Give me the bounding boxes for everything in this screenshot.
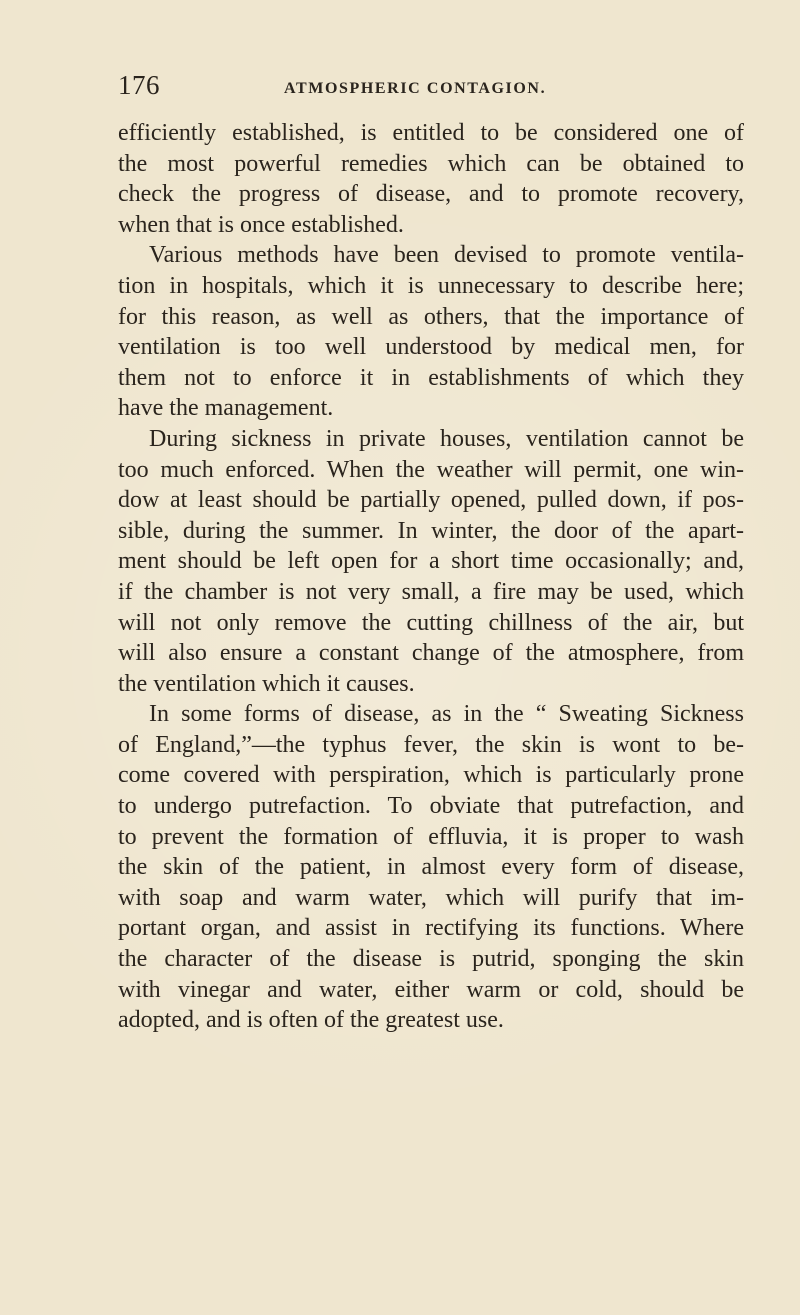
text-line: when that is once established. [118,211,404,238]
text-line: them not to enforce it in establishments of which they [118,364,744,391]
text-line: have the management. [118,395,334,422]
text-line: ventilation is too well understood by medical men, for [118,334,744,361]
text-line: will not only remove the cutting chillness of the air, but [118,609,744,636]
text-line: During sickness in private houses, ventilation cannot be [149,425,744,452]
text-line: for this reason, as well as others, that the importance of [118,303,744,330]
text-line: the character of the disease is putrid, sponging the skin [118,946,744,973]
text-line: to undergo putrefaction. To obviate that putrefaction, and [118,793,744,820]
text-line: if the chamber is not very small, a fire may be used, which [118,578,744,605]
text-line: to prevent the formation of effluvia, it is proper to wash [118,823,744,850]
running-head: ATMOSPHERIC CONTAGION. [284,80,547,97]
text-line: portant organ, and assist in rectifying its functions. Where [118,915,744,942]
text-line: with soap and warm water, which will purify that im- [118,884,744,911]
text-line: ment should be left open for a short time occasionally; and, [118,548,744,575]
text-line: of England,”—the typhus fever, the skin is wont to be- [118,731,744,758]
text-line: come covered with perspiration, which is particularly prone [118,762,744,789]
body-text [118,118,744,1036]
text-line: with vinegar and water, either warm or cold, should be [118,976,744,1003]
text-line: will also ensure a constant change of the atmosphere, from [118,640,744,667]
text-line: adopted, and is often of the greatest use. [118,1007,504,1034]
text-line: the ventilation which it causes. [118,670,415,697]
text-line: sible, during the summer. In winter, the door of the apart- [118,517,744,544]
text-line: tion in hospitals, which it is unnecessary to describe here; [118,272,744,299]
text-line: efficiently established, is entitled to be considered one of [118,120,744,146]
text-line: too much enforced. When the weather will permit, one win- [118,456,744,483]
page-number: 176 [118,70,160,100]
page-header [118,72,718,106]
text-line: the most powerful remedies which can be obtained to [118,150,744,177]
text-line: check the progress of disease, and to promote recovery, [118,181,744,208]
text-line: the skin of the patient, in almost every form of disease, [118,854,744,881]
text-line: dow at least should be partially opened, pulled down, if pos- [118,487,744,514]
text-line: Various methods have been devised to promote ventila- [149,242,744,269]
text-line: In some forms of disease, as in the “ Sweating Sickness [149,701,744,728]
